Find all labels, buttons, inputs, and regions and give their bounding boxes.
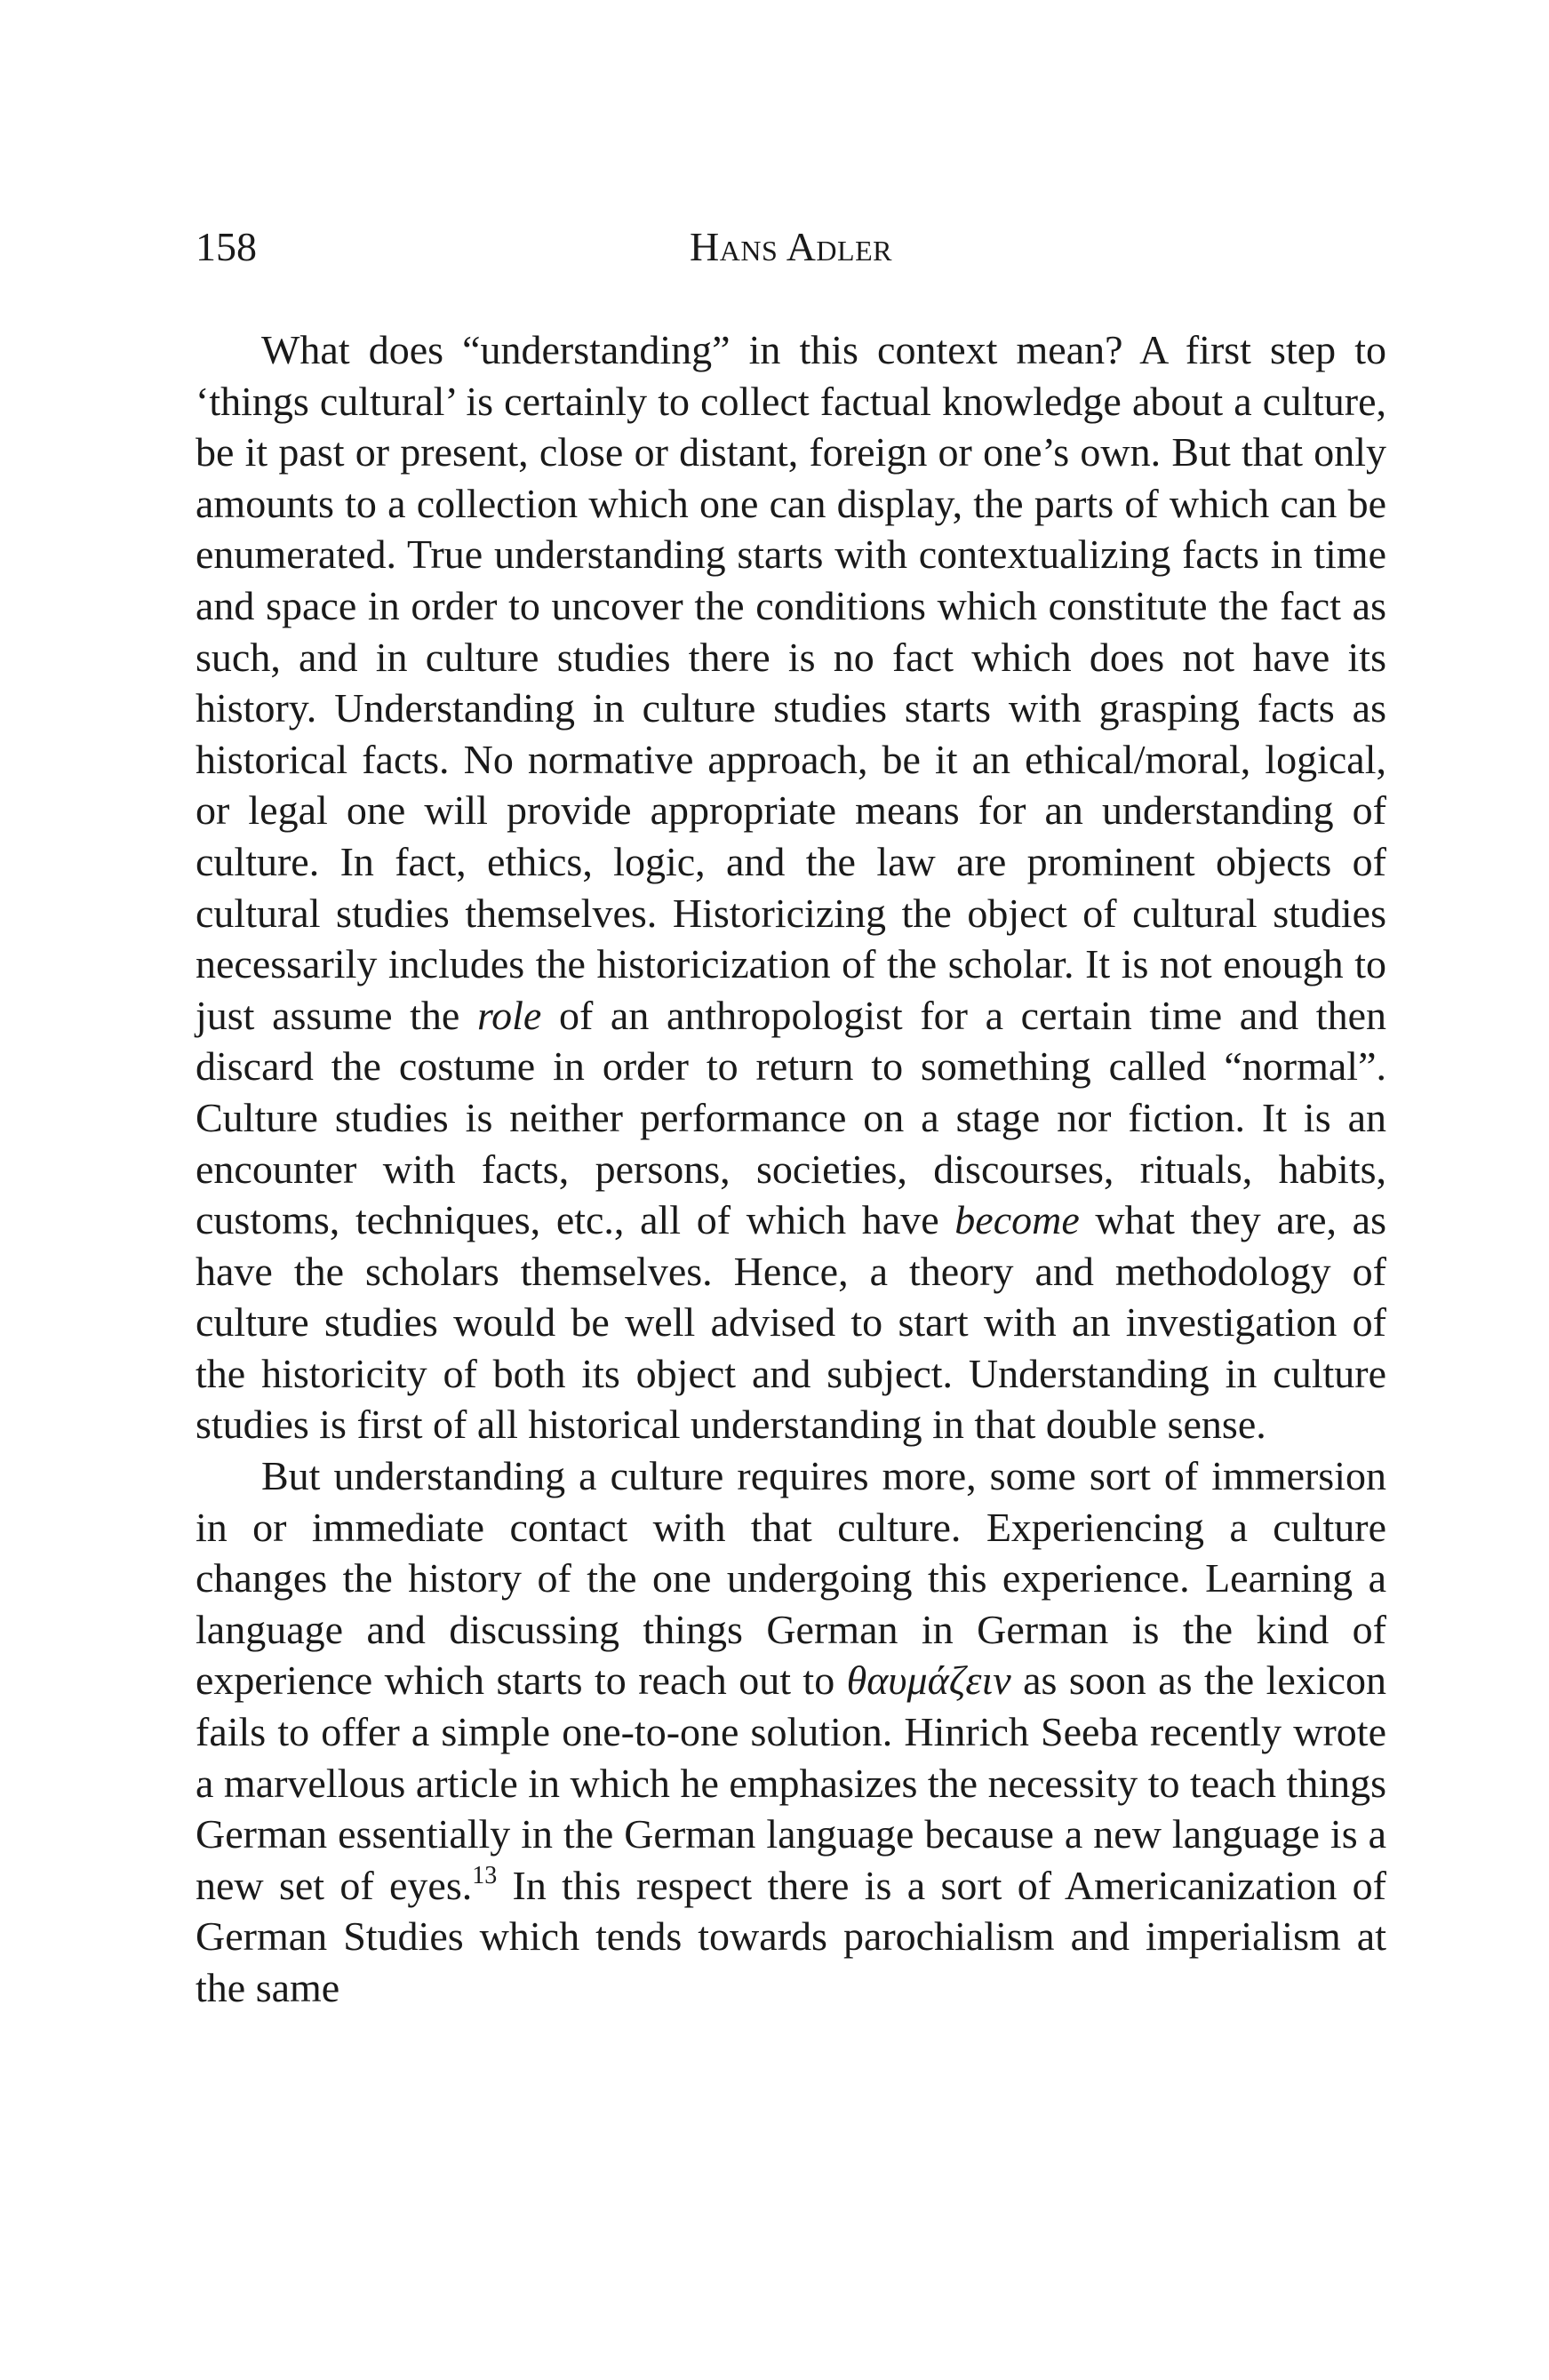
paragraph [196,324,1386,1450]
text-segment: as soon as the lexicon fails to offer a simple one-to-one solution. Hinrich Seeba recently wrote a marvellous article in which he emphasizes the necessity to teach things German essentially in the German language because a new language is a new set of eyes. [196,1657,1387,1908]
emphasis-become: become [954,1197,1080,1243]
paragraph [196,1450,1386,2014]
text-segment: what they are, as have the scholars themselves. Hence, a theory and methodology of culture studies would be well advised to start with an investigation of the historicity of both its object and subject. Understanding in culture studies is first of all historical understanding in that double sense. [196,1197,1386,1448]
body-text [196,324,1386,2014]
greek-word: θαυμάζειν [846,1657,1011,1704]
running-head [196,220,1386,274]
text-segment: But understanding a culture requires more, some sort of immersion in or immediate contact with that culture. Experiencing a culture changes the history of the one undergoing this experience. Learning a language and discussing things German in German is the kind of experience which starts to reach out to [196,1453,1386,1704]
text-segment: In this respect there is a sort of Americanization of German Studies which tends towards parochialism and imperialism at the same [196,1862,1386,2010]
page-number: 158 [196,224,257,269]
footnote-marker[interactable]: 13 [472,1861,498,1889]
emphasis-role: role [476,992,542,1038]
text-segment: What does “understanding” in this context mean? A first step to ‘things cultural’ is certainly to collect factual knowledge about a culture, be it past or present, close or distant, foreign or one’s own. But that only amounts to a collection which one can display, the parts of which can be enumerated. True understanding starts with contextualizing facts in time and space in order to uncover the conditions which constitute the fact as such, and in culture studies there is no fact which does not have its history. Understanding in culture studies starts with grasping facts as historical facts. No normative approach, be it an ethical/moral, logical, or legal one will provide appropriate means for an understanding of culture. In fact, ethics, logic, and the law are prominent objects of cultural studies themselves. Historicizing the object of cultural studies necessarily includes the historicization of the scholar. It is not enough to just assume the [196,327,1386,1038]
running-head-author: Hans Adler [690,224,892,269]
text-segment: of an anthropologist for a certain time and then discard the costume in order to return to something called “normal”. Culture studies is neither performance on a stage nor fiction. It is an encounter with facts, persons, societies, discourses, rituals, habits, customs, techniques, etc., all of which have [196,992,1386,1243]
